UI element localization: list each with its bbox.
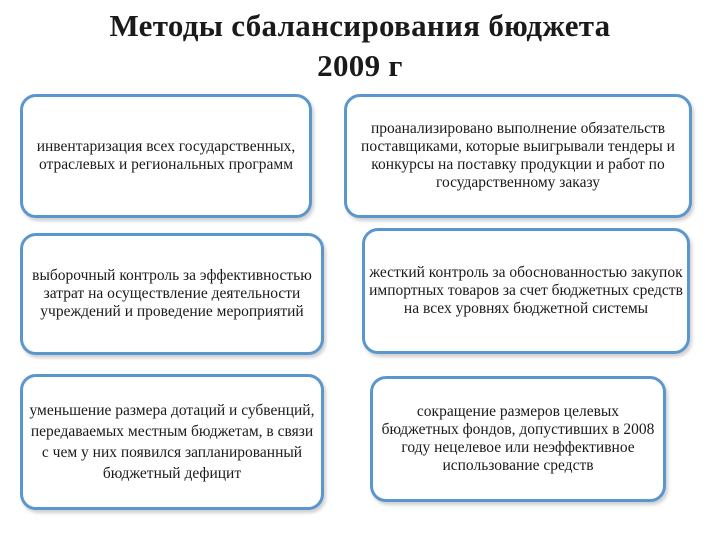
method-card-text: сокращение размеров целевых бюджетных фондов, допустивших в 2008 году нецелевое или неэффективное использование средств bbox=[381, 403, 655, 474]
method-card-text: проанализировано выполнение обязательств поставщиками, которые выигрывали тендеры и конкурсы на поставку продукции и работ по государственному заказу bbox=[361, 120, 675, 191]
method-card-text: инвентаризация всех государственных, отраслевых и региональных программ bbox=[36, 138, 296, 173]
method-card-program-inventory bbox=[20, 94, 312, 218]
method-card-text: жесткий контроль за обоснованностью закупок импортных товаров за счет бюджетных средств на всех уровнях бюджетной системы bbox=[369, 264, 683, 317]
method-card-target-funds-reduction bbox=[370, 376, 666, 502]
page-title-line2: 2009 г bbox=[317, 48, 403, 83]
method-card-text: уменьшение размера дотаций и субвенций, передаваемых местным бюджетам, в связи с чем у них появился запланированный бюджетный дефицит bbox=[29, 402, 315, 482]
method-card-selective-control bbox=[20, 233, 324, 355]
method-card-subsidy-reduction bbox=[20, 374, 324, 510]
page-title bbox=[0, 6, 720, 86]
page-title-line1: Методы сбалансирования бюджета bbox=[109, 8, 611, 43]
method-card-supplier-obligations bbox=[344, 94, 692, 218]
method-card-import-procurement-control bbox=[362, 228, 690, 354]
method-card-text: выборочный контроль за эффективностью затрат на осуществление деятельности учреждений и проведение мероприятий bbox=[32, 267, 312, 320]
